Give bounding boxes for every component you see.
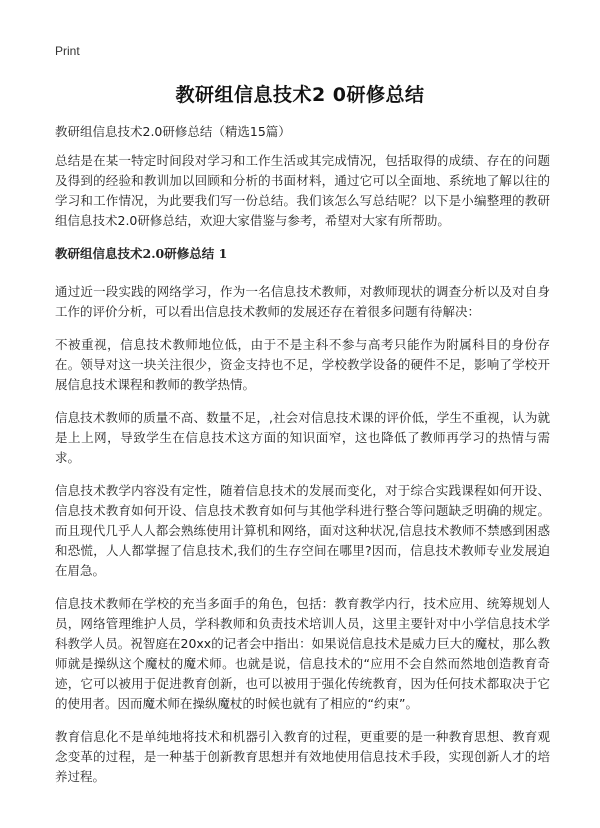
print-label: Print (55, 44, 80, 58)
body-paragraph: 信息技术教学内容没有定性，随着信息技术的发展而变化，对于综合实践课程如何开设、信息技术教育如何开设、信息技术教育如何与其他学科进行整合等问题缺乏明确的规定。而且现代几乎人人都会熟练使用计算机和网络，面对这种状况,信息技术教师不禁感到困惑和恐慌，人人都掌握了信息技术,我们的生存空间在哪里?因而，信息技术教师专业发展迫在眉急。 (55, 483, 550, 578)
body-paragraph: 通过近一段实践的网络学习，作为一名信息技术教师，对教师现状的调查分析以及对自身工作的评价分析，可以看出信息技术教师的发展还存在着很多问题有待解决： (55, 284, 550, 319)
body-paragraph: 信息技术教师的质量不高、数量不足，,社会对信息技术课的评价低，学生不重视，认为就是上上网，导致学生在信息技术这方面的知识面窄，这也降低了教师再学习的热情与需求。 (55, 410, 550, 465)
body-paragraph: 教育信息化不是单纯地将技术和机器引入教育的过程，更重要的是一种教育思想、教育观念变革的过程，是一种基于创新教育思想并有效地使用信息技术手段，实现创新人才的培养过程。 (55, 729, 550, 784)
document-subtitle: 教研组信息技术2.0研修总结（精选15篇） (55, 124, 291, 139)
document-body (55, 122, 550, 800)
body-paragraph: 不被重视，信息技术教师地位低，由于不是主科不参与高考只能作为附属科目的身份存在。领导对这一块关注很少，资金支持也不足，学校教学设备的硬件不足，影响了学校开展信息技术课程和教师的教学热情。 (55, 337, 550, 392)
page-title: 教研组信息技术2 0研修总结 (175, 84, 425, 106)
section-heading: 教研组信息技术2.0研修总结 1 (55, 246, 228, 261)
body-paragraph: 信息技术教师在学校的充当多面手的角色，包括：教育教学内行，技术应用、统筹规划人员，网络管理维护人员，学科教师和负责技术培训人员，这里主要针对中小学信息技术学科教学人员。祝智庭在20xx的记者会中指出：如果说信息技术是威力巨大的魔杖，那么教师就是操纵这个魔杖的魔术师。也就是说，信息技术的“应用不会自然而然地创造教育奇迹，它可以被用于促进教育创新，也可以被用于强化传统教育，因为任何技术都取决于它的使用者。因而魔术师在操纵魔杖的时候也就有了相应的“约束”。 (55, 596, 550, 711)
intro-paragraph: 总结是在某一特定时间段对学习和工作生活或其完成情况，包括取得的成绩、存在的问题及得到的经验和教训加以回顾和分析的书面材料，通过它可以全面地、系统地了解以往的学习和工作情况，为此要我们写一份总结。我们该怎么写总结呢？以下是小编整理的教研组信息技术2.0研修总结，欢迎大家借鉴与参考，希望对大家有所帮助。 (55, 153, 550, 228)
